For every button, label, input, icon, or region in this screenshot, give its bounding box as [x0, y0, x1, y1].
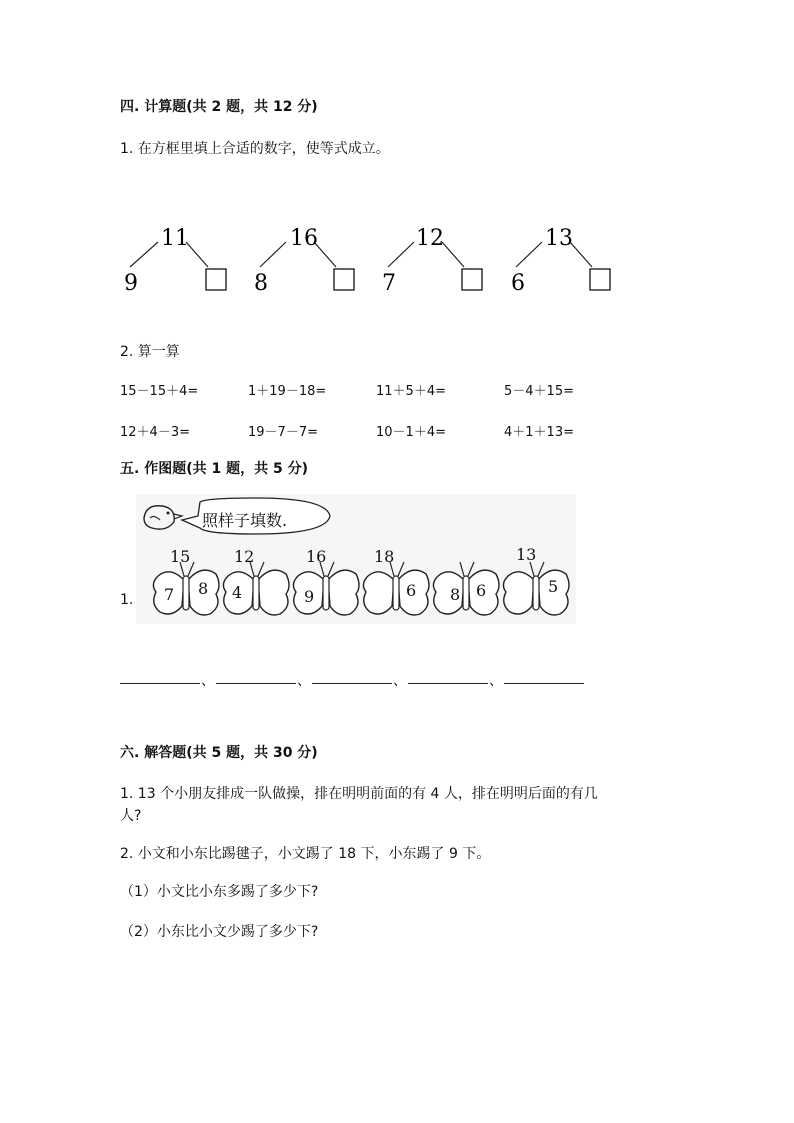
section-5-title: 五. 作图题(共 1 题，共 5 分) — [120, 461, 308, 477]
bfly-3-top: 16 — [306, 548, 327, 566]
number-trees-svg — [118, 215, 618, 305]
tree-4-left: 6 — [511, 271, 525, 296]
tree-2-answer-box[interactable] — [334, 269, 354, 290]
answer-blank-1[interactable] — [120, 683, 200, 684]
number-trees — [118, 215, 618, 305]
tree-2-top: 16 — [290, 226, 318, 251]
answer-blank-2[interactable] — [216, 683, 296, 684]
s5-q1-number: 1. — [120, 592, 134, 608]
calc-r2-c2: 19－7－7= — [248, 425, 318, 440]
tree-3-answer-box[interactable] — [462, 269, 482, 290]
answer-blank-5[interactable] — [504, 683, 584, 684]
bfly-5-left: 8 — [450, 585, 461, 604]
tree-1 — [124, 226, 226, 296]
tree-4-top: 13 — [545, 226, 573, 251]
section-6-title: 六. 解答题(共 5 题，共 30 分) — [120, 745, 318, 761]
separator-3: 、 — [393, 673, 407, 689]
butterfly-4 — [363, 562, 429, 615]
butterfly-figure — [136, 494, 576, 624]
calc-r2-c3: 10－1＋4= — [376, 425, 446, 440]
separator-2: 、 — [297, 673, 311, 689]
bfly-1-left: 7 — [164, 585, 175, 604]
calc-r2-c1: 12＋4－3= — [120, 425, 190, 440]
bfly-1-top: 15 — [170, 548, 191, 566]
answer-blank-3[interactable] — [312, 683, 392, 684]
butterflies-svg — [150, 548, 570, 622]
calc-r1-c3: 11＋5＋4= — [376, 384, 446, 399]
bfly-5-right: 6 — [476, 581, 487, 600]
section-4-title: 四. 计算题(共 2 题，共 12 分) — [120, 99, 318, 115]
tree-1-top: 11 — [161, 226, 189, 251]
s6-q1-line2: 人? — [120, 808, 142, 824]
q1-prompt: 1. 在方框里填上合适的数字，使等式成立。 — [120, 141, 390, 157]
separator-4: 、 — [489, 673, 503, 689]
tree-3-top: 12 — [416, 226, 444, 251]
s6-q2-sub1: （1）小文比小东多踢了多少下? — [120, 884, 319, 900]
tree-1-answer-box[interactable] — [206, 269, 226, 290]
tree-4-answer-box[interactable] — [590, 269, 610, 290]
s6-q1-line1: 1. 13 个小朋友排成一队做操，排在明明前面的有 4 人，排在明明后面的有几 — [120, 786, 598, 802]
butterfly-6 — [503, 562, 569, 615]
bfly-4-right: 6 — [406, 581, 417, 600]
bfly-3-left: 9 — [304, 587, 315, 606]
calc-r1-c2: 1＋19－18= — [248, 384, 327, 399]
separator-1: 、 — [201, 673, 215, 689]
tree-3-left: 7 — [382, 271, 396, 296]
butterfly-5 — [433, 562, 499, 615]
bfly-4-top: 18 — [374, 548, 395, 566]
tree-3 — [382, 226, 482, 296]
calc-r1-c4: 5－4＋15= — [504, 384, 574, 399]
bfly-6-right: 5 — [548, 577, 559, 596]
bfly-2-left: 4 — [232, 583, 243, 602]
speech-text: 照样子填数. — [202, 511, 288, 530]
answer-blank-4[interactable] — [408, 683, 488, 684]
tree-2 — [254, 226, 354, 296]
bfly-2-top: 12 — [234, 548, 255, 566]
bfly-6-top: 13 — [516, 548, 537, 564]
tree-4 — [511, 226, 610, 296]
calc-r1-c1: 15－15＋4= — [120, 384, 199, 399]
tree-2-left: 8 — [254, 271, 268, 296]
calc-r2-c4: 4＋1＋13= — [504, 425, 574, 440]
q2-prompt: 2. 算一算 — [120, 344, 180, 360]
s6-q2: 2. 小文和小东比踢毽子，小文踢了 18 下，小东踢了 9 下。 — [120, 846, 491, 862]
s6-q2-sub2: （2）小东比小文少踢了多少下? — [120, 924, 319, 940]
tree-1-left: 9 — [124, 271, 138, 296]
bfly-1-right: 8 — [198, 579, 209, 598]
